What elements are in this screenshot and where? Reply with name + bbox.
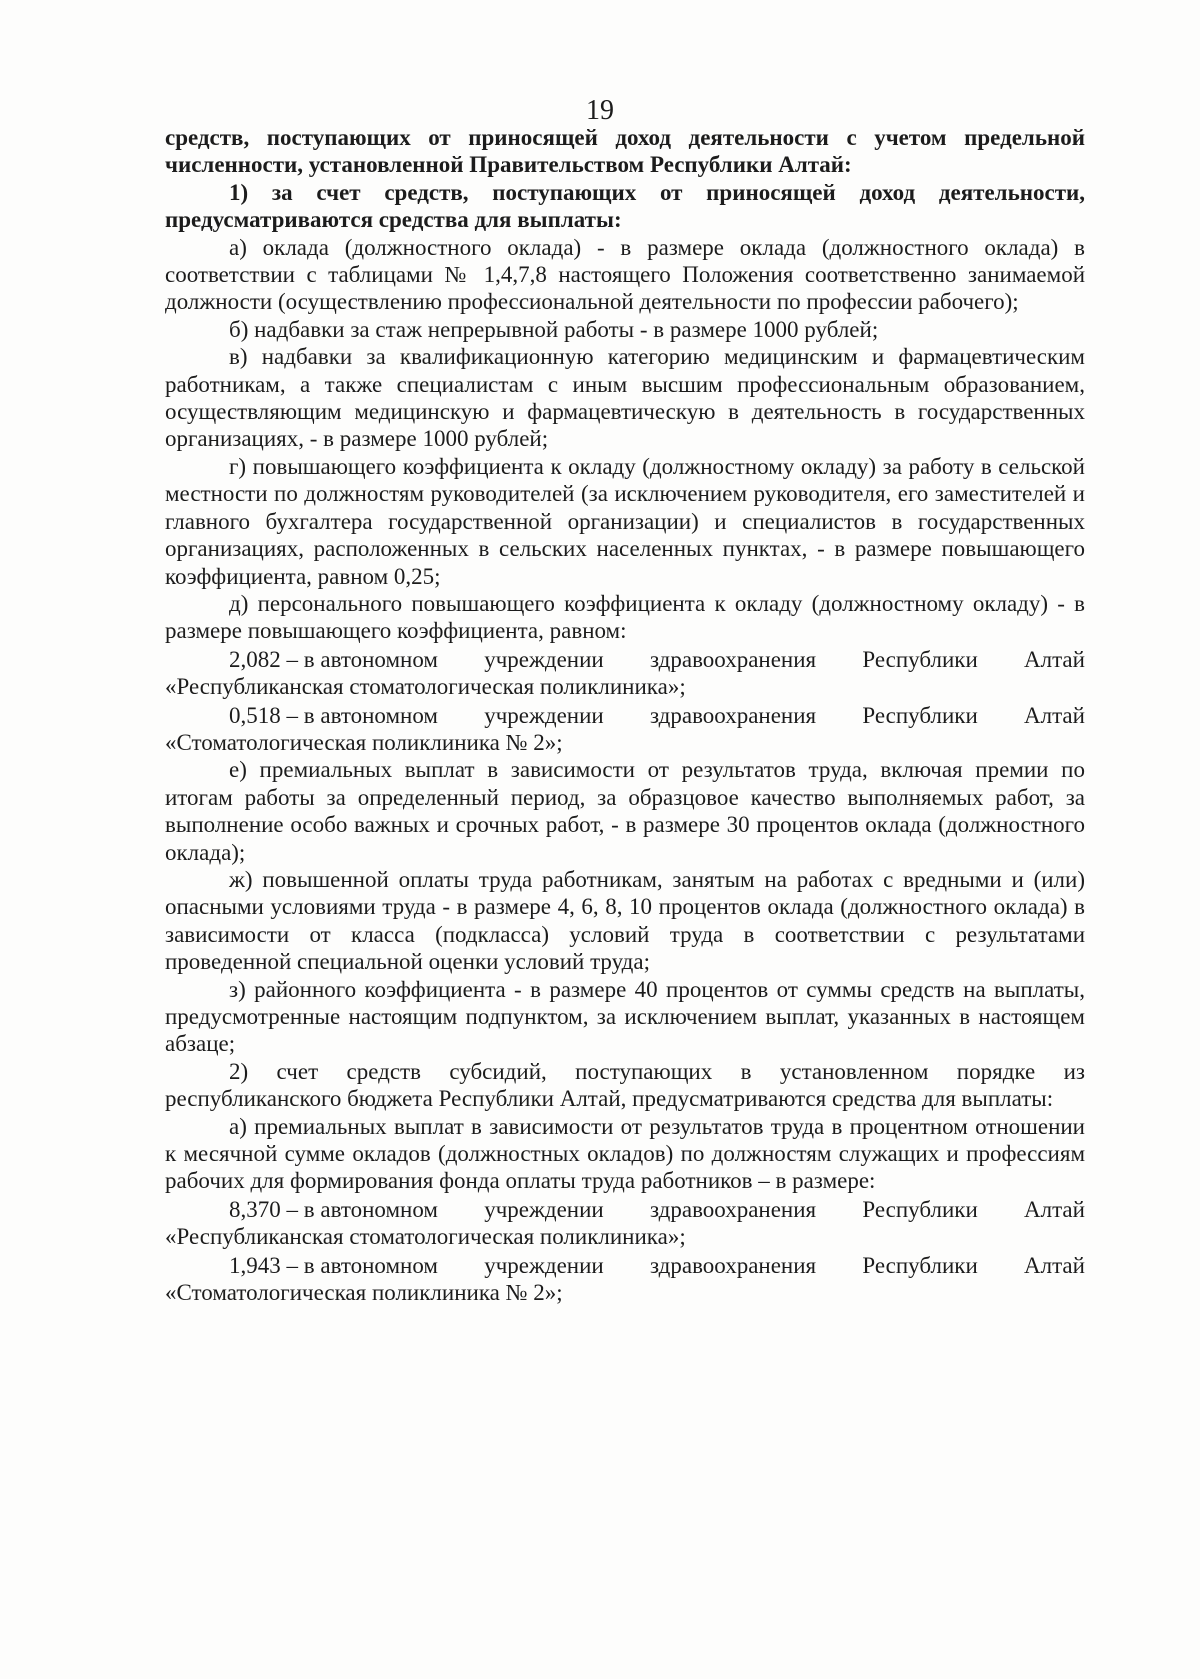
premium-row-2-word: Республики	[862, 1252, 978, 1278]
coefficient-row-1-word: учреждении	[484, 646, 604, 672]
coefficient-row-2	[165, 702, 1085, 729]
coefficient-row-2-word: 0,518 – в автономном	[229, 702, 438, 728]
paragraph-intro: средств, поступающих от приносящей доход деятельности с учетом предельной численности, установленной Правительством Республики Алтай:	[165, 125, 1085, 178]
premium-row-1-institution: «Республиканская стоматологическая поликлиника»;	[165, 1224, 686, 1250]
coefficient-row-2-word: здравоохранения	[649, 702, 817, 728]
coefficient-row-2-institution: «Стоматологическая поликлиника № 2»;	[165, 729, 563, 755]
premium-row-2-word: 1,943 – в автономном	[229, 1252, 438, 1278]
paragraph-item-1-e: е) премиальных выплат в зависимости от результатов труда, включая премии по итогам работы за определенный период, за образцовое качество выполняемых работ, за выполнение особо важных и срочных работ, - в размере 30 процентов оклада (должностного оклада);	[165, 757, 1085, 865]
premium-row-2-word: учреждении	[484, 1252, 604, 1278]
premium-row-2-institution: «Стоматологическая поликлиника № 2»;	[165, 1280, 563, 1306]
coefficient-row-1-word: Республики	[862, 646, 978, 672]
premium-row-1	[165, 1196, 1085, 1223]
paragraph-item-2-a: а) премиальных выплат в зависимости от результатов труда в процентном отношении к месячной сумме окладов (должностных окладов) по должностям служащих и профессиям рабочих для формирования фонда оплаты труда работников – в размере:	[165, 1113, 1085, 1194]
paragraph-item-2: 2) счет средств субсидий, поступающих в установленном порядке из республиканского бюджета Республики Алтай, предусматриваются средства для выплаты:	[165, 1058, 1085, 1112]
paragraph-item-1-zh: ж) повышенной оплаты труда работникам, занятым на работах с вредными и (или) опасными условиями труда - в размере 4, 6, 8, 10 процентов оклада (должностного оклада) в зависимости от класса (подкласса) условий труда в соответствии с результатами проведенной специальной оценки условий труда;	[165, 866, 1085, 975]
coefficient-row-1-word: здравоохранения	[649, 646, 817, 672]
paragraph-item-1-d: д) персонального повышающего коэффициента к окладу (должностному окладу) - в размере повышающего коэффициента, равном:	[165, 590, 1085, 644]
paragraph-item-1-z: з) районного коэффициента - в размере 40 процентов от суммы средств на выплаты, предусмотренные настоящим подпунктом, за исключением выплат, указанных в настоящем абзаце;	[165, 976, 1085, 1057]
coefficient-row-2-word: учреждении	[484, 702, 604, 728]
premium-row-1-word: здравоохранения	[649, 1196, 817, 1222]
coefficient-row-1-institution: «Республиканская стоматологическая поликлиника»;	[165, 674, 686, 700]
paragraph-item-1-v: в) надбавки за квалификационную категорию медицинским и фармацевтическим работникам, а также специалистам с иным высшим профессиональным образованием, осуществляющим медицинскую и фармацевтическую в деятельность в государственных организациях, - в размере 1000 рублей;	[165, 344, 1085, 452]
premium-row-1-word: Республики	[862, 1196, 978, 1222]
premium-row-1-word: Алтай	[1024, 1196, 1085, 1222]
premium-row-1-word: 8,370 – в автономном	[229, 1196, 438, 1222]
premium-row-2-word: Алтай	[1024, 1252, 1085, 1278]
premium-row-2-word: здравоохранения	[649, 1252, 817, 1278]
premium-row-2	[165, 1252, 1085, 1279]
document-body	[165, 124, 1085, 1306]
premium-row-1-word: учреждении	[484, 1196, 604, 1222]
coefficient-row-2-word: Алтай	[1024, 702, 1085, 728]
paragraph-item-1-a: а) оклада (должностного оклада) - в размере оклада (должностного оклада) в соответствии с таблицами № 1,4,7,8 настоящего Положения соответственно занимаемой должности (осуществлению профессиональной деятельности по профессии рабочего);	[165, 234, 1085, 315]
page-number: 19	[586, 95, 614, 126]
coefficient-row-1	[165, 646, 1085, 673]
paragraph-item-1-g: г) повышающего коэффициента к окладу (должностному окладу) за работу в сельской местности по должностям руководителей (за исключением руководителя, его заместителей и главного бухгалтера государственной организации) и специалистов в государственных организациях, расположенных в сельских населенных пунктах, - в размере повышающего коэффициента, равном 0,25;	[165, 453, 1085, 589]
paragraph-item-1-b: б) надбавки за стаж непрерывной работы - в размере 1000 рублей;	[229, 316, 879, 342]
coefficient-row-1-word: 2,082 – в автономном	[229, 646, 438, 672]
paragraph-item-1: 1) за счет средств, поступающих от приносящей доход деятельности, предусматриваются средства для выплаты:	[165, 179, 1085, 233]
coefficient-row-2-word: Республики	[862, 702, 978, 728]
coefficient-row-1-word: Алтай	[1024, 646, 1085, 672]
